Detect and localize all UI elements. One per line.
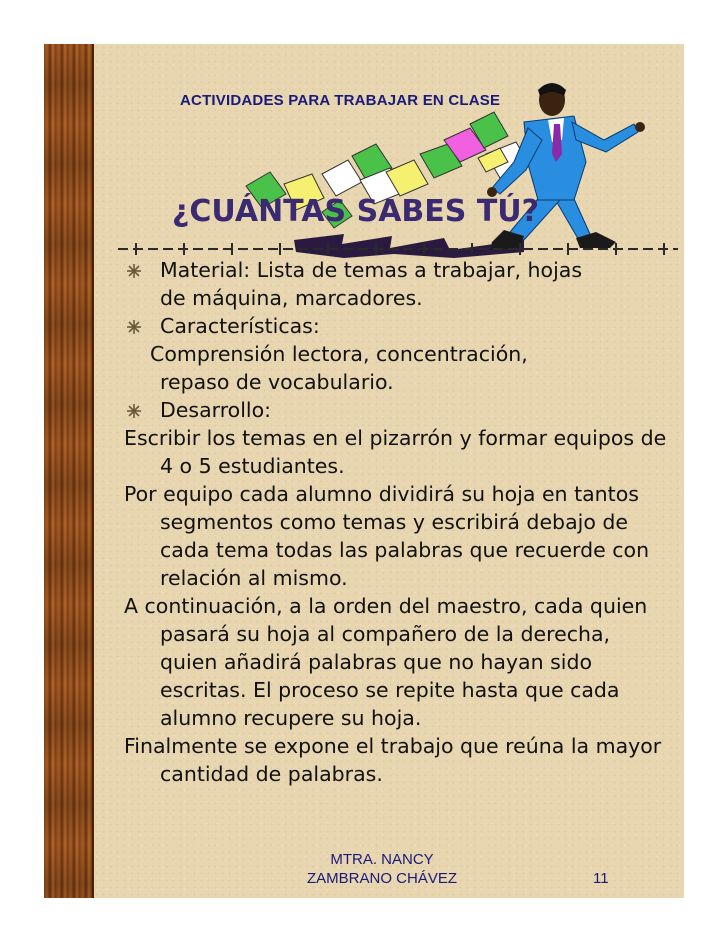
paragraph-por-equipo: Por equipo cada alumno dividirá su hoja en tantos segmentos como temas y escribirá debajo de cada tema todas las palabras que recuerde con relación al mismo. <box>124 482 650 590</box>
material-line-2: de máquina, marcadores. <box>160 286 423 310</box>
list-item-material <box>124 256 669 312</box>
wood-border <box>44 44 94 898</box>
comprension-line-1: Comprensión lectora, concentración, <box>150 342 528 366</box>
paragraph-a-continuacion: A continuación, a la orden del maestro, cada quien pasará su hoja al compañero de la derecha, quien añadirá palabras que no hayan sido escritas. El proceso se repite hasta que cada alumno recupere su hoja. <box>124 594 648 730</box>
slide-header: ACTIVIDADES PARA TRABAJAR EN CLASE <box>180 92 501 109</box>
caracteristicas-label: Características: <box>160 314 320 338</box>
list-item-caracteristicas <box>124 312 669 340</box>
bullet-star-icon <box>126 263 142 279</box>
bullet-star-icon <box>126 403 142 419</box>
list-item-desarrollo <box>124 396 669 424</box>
footer-author <box>302 850 462 888</box>
bullet-star-icon <box>126 319 142 335</box>
paragraph-finalmente: Finalmente se expone el trabajo que reúna la mayor cantidad de palabras. <box>124 734 662 786</box>
slide-content <box>124 256 669 788</box>
running-businessman-illustration <box>224 44 684 264</box>
paragraph-escribir: Escribir los temas en el pizarrón y formar equipos de 4 o 5 estudiantes. <box>124 426 667 478</box>
material-line-1: Material: Lista de temas a trabajar, hojas <box>160 258 583 282</box>
slide-title: ¿CUÁNTAS SABES TÚ? <box>172 194 540 229</box>
page-number: 11 <box>593 870 609 887</box>
desarrollo-label: Desarrollo: <box>160 398 272 422</box>
dashed-divider <box>118 242 678 256</box>
comprension-line-2: repaso de vocabulario. <box>160 370 394 394</box>
footer-line-1: MTRA. NANCY <box>330 851 434 868</box>
footer-line-2: ZAMBRANO CHÁVEZ <box>306 870 457 887</box>
slide <box>44 44 684 898</box>
